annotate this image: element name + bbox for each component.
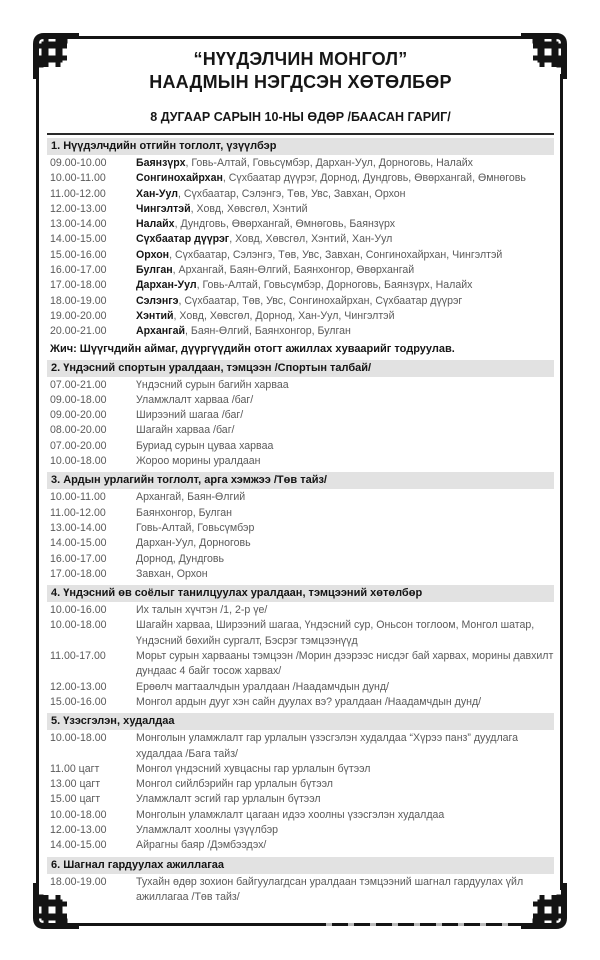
time-range: 16.00-17.00	[50, 264, 107, 277]
time-range: 07.00-20.00	[50, 439, 107, 452]
section-rows	[47, 155, 554, 357]
event-description: Хэнтий, Ховд, Хөвсгөл, Дорнод, Хан-Уул, Чингэлтэй	[136, 309, 395, 322]
schedule-section	[47, 857, 554, 906]
section-rows	[47, 602, 554, 710]
time-range: 10.00-18.00	[50, 619, 107, 632]
time-range: 18.00-19.00	[50, 875, 107, 888]
schedule-row	[47, 762, 554, 777]
district-name: Налайх	[136, 218, 175, 231]
event-description: Хан-Уул, Сүхбаатар, Сэлэнгэ, Төв, Увс, Завхан, Орхон	[136, 187, 406, 200]
time-range: 16.00-17.00	[50, 552, 107, 565]
event-description: Архангай, Баян-Өлгий, Баянхонгор, Булган	[136, 325, 351, 338]
time-range: 20.00-21.00	[50, 325, 107, 338]
time-range: 12.00-13.00	[50, 823, 107, 836]
section-rows	[47, 730, 554, 853]
frame-border-left	[36, 74, 39, 890]
time-range: 07.00-21.00	[50, 378, 107, 391]
time-range: 14.00-15.00	[50, 839, 107, 852]
district-name: Дархан-Уул	[136, 279, 197, 292]
event-description: Шагайн харваа, Ширээний шагаа, Үндэсний сур, Оньсон тоглоом, Монгол шатар, Үндэсний бөхийн сургалт, Бэсрэг тэмцээнүүд	[136, 619, 535, 647]
time-range: 15.00-16.00	[50, 248, 107, 261]
time-range: 10.00-11.00	[50, 172, 106, 185]
time-range: 17.00-18.00	[50, 279, 107, 292]
schedule-row	[47, 454, 554, 469]
district-name: Сэлэнгэ	[136, 294, 179, 307]
program-content	[47, 48, 554, 905]
schedule-row	[47, 187, 554, 202]
time-range: 12.00-13.00	[50, 680, 107, 693]
event-description: Монгол үндэсний хувцасны гар урлалын бүтээл	[136, 762, 371, 775]
schedule-row	[47, 263, 554, 278]
event-description: Жороо морины уралдаан	[136, 455, 261, 468]
event-description: Монгол ардын дууг хэн сайн дуулах вэ? уралдаан /Наадамчдын дунд/	[136, 695, 482, 708]
schedule-row	[47, 378, 554, 393]
schedule-row	[47, 423, 554, 438]
time-range: 09.00-10.00	[50, 157, 107, 169]
event-description: Их талын хүчтэн /1, 2-р үе/	[136, 604, 268, 617]
event-description: Завхан, Орхон	[136, 567, 208, 580]
date-heading: 8 ДУГААР САРЫН 10-НЫ ӨДӨР /БААСАН ГАРИГ/	[47, 110, 554, 135]
schedule-row	[47, 823, 554, 838]
frame-border-right	[560, 74, 563, 890]
event-description: Буриад сурын цуваа харваа	[136, 439, 274, 452]
schedule-row	[47, 808, 554, 823]
section-rows	[47, 874, 554, 906]
event-description: Ширээний шагаа /баг/	[136, 409, 244, 422]
title-line-1: “НҮҮДЭЛЧИН МОНГОЛ”	[193, 49, 408, 69]
time-range: 10.00-11.00	[50, 491, 106, 504]
event-description: Сонгинохайрхан, Сүхбаатар дүүрэг, Дорнод, Дундговь, Өвөрхангай, Өмнөговь	[136, 172, 526, 185]
section-header: 2. Үндэсний спортын уралдаан, тэмцээн /Спортын талбай/	[47, 360, 554, 377]
schedule-row	[47, 439, 554, 454]
schedule-row	[47, 217, 554, 232]
section-header: 3. Ардын урлагийн тоглолт, арга хэмжээ /Төв тайз/	[47, 472, 554, 489]
frame-border-bottom-dashed	[310, 923, 526, 926]
event-description: Чингэлтэй, Ховд, Хөвсгөл, Хэнтий	[136, 202, 308, 215]
time-range: 08.00-20.00	[50, 424, 107, 437]
section-header: 5. Үзэсгэлэн, худалдаа	[47, 713, 554, 730]
time-range: 13.00-14.00	[50, 521, 107, 534]
event-description: Булган, Архангай, Баян-Өлгий, Баянхонгор, Өвөрхангай	[136, 264, 415, 277]
time-range: 19.00-20.00	[50, 309, 107, 322]
event-description: Монгол сийлбэрийн гар урлалын бүтээл	[136, 778, 333, 791]
schedule-row	[47, 278, 554, 293]
district-name: Булган	[136, 264, 173, 277]
schedule-row	[47, 536, 554, 551]
schedule-row	[47, 875, 554, 906]
schedule-section	[47, 472, 554, 582]
time-range: 18.00-19.00	[50, 294, 107, 307]
schedule-row	[47, 521, 554, 536]
event-description: Уламжлалт хоолны үзүүлбэр	[136, 823, 279, 836]
schedule-row	[47, 618, 554, 649]
schedule-row	[47, 393, 554, 408]
event-description: Налайх, Дундговь, Өвөрхангай, Өмнөговь, Баянзүрх	[136, 218, 396, 231]
section-rows	[47, 489, 554, 582]
district-name: Орхон	[136, 248, 170, 261]
page-title	[47, 48, 554, 94]
event-description: Говь-Алтай, Говьсүмбэр	[136, 521, 255, 534]
time-range: 10.00-18.00	[50, 732, 107, 745]
time-range: 12.00-13.00	[50, 202, 107, 215]
event-description: Сүхбаатар дүүрэг, Ховд, Хөвсгөл, Хэнтий, Хан-Уул	[136, 233, 393, 246]
schedule-row	[47, 649, 554, 680]
event-description: Сэлэнгэ, Сүхбаатар, Төв, Увс, Сонгинохайрхан, Сүхбаатар дүүрэг	[136, 294, 463, 307]
time-range: 15.00-16.00	[50, 695, 107, 708]
time-range: 10.00-16.00	[50, 604, 107, 617]
event-description: Монголын уламжлалт цагаан идээ хоолны үзэсгэлэн худалдаа	[136, 808, 445, 821]
event-description: Морьт сурын харвааны тэмцээн /Морин дээрээс нисдэг бай харвах, морины давхилт дундаас 4 байг тосож харвах/	[136, 650, 554, 678]
district-name: Сүхбаатар дүүрэг	[136, 233, 230, 246]
schedule-row	[47, 202, 554, 217]
schedule-row	[47, 552, 554, 567]
schedule-row	[47, 156, 554, 171]
section-rows	[47, 377, 554, 470]
time-range: 11.00-12.00	[50, 187, 106, 200]
schedule-row	[47, 294, 554, 309]
event-description: Дархан-Уул, Говь-Алтай, Говьсүмбэр, Дорноговь, Баянзүрх, Налайх	[136, 279, 473, 292]
event-description: Баянхонгор, Булган	[136, 506, 232, 519]
section-header: 4. Үндэсний өв соёлыг танилцуулах уралдаан, тэмцээний хөтөлбөр	[47, 585, 554, 602]
event-description: Дархан-Уул, Дорноговь	[136, 537, 251, 550]
event-description: Шагайн харваа /баг/	[136, 424, 235, 437]
schedule-row	[47, 731, 554, 762]
schedule-row	[47, 408, 554, 423]
schedule-row	[47, 232, 554, 247]
time-range: 10.00-18.00	[50, 455, 107, 468]
section-note: Жич: Шүүгчдийн аймаг, дүүргүүдийн отогт ажиллах хуваарийг тодруулав.	[50, 342, 455, 355]
title-line-2: НААДМЫН НЭГДСЭН ХӨТӨЛБӨР	[149, 72, 452, 92]
time-range: 11.00 цагт	[50, 762, 100, 775]
schedule-sections	[47, 138, 554, 905]
district-name: Архангай	[136, 325, 185, 338]
schedule-row	[47, 490, 554, 505]
schedule-row	[47, 567, 554, 582]
schedule-row	[47, 680, 554, 695]
frame-border-bottom	[74, 923, 310, 926]
schedule-section	[47, 713, 554, 853]
schedule-row	[47, 248, 554, 263]
time-range: 09.00-20.00	[50, 409, 107, 422]
time-range: 17.00-18.00	[50, 567, 107, 580]
district-name: Баянзүрх	[136, 157, 186, 169]
time-range: 11.00-17.00	[50, 650, 106, 663]
time-range: 14.00-15.00	[50, 537, 107, 550]
event-description: Айрагны баяр /Дэмбээдэх/	[136, 839, 267, 852]
schedule-section	[47, 138, 554, 357]
schedule-section	[47, 360, 554, 470]
schedule-section	[47, 585, 554, 710]
schedule-row	[47, 309, 554, 324]
time-range: 09.00-18.00	[50, 393, 107, 406]
event-description: Дорнод, Дундговь	[136, 552, 225, 565]
schedule-row	[47, 506, 554, 521]
event-description: Баянзүрх, Говь-Алтай, Говьсүмбэр, Дархан-Уул, Дорноговь, Налайх	[136, 157, 473, 169]
event-description: Ерөөлч магтаалчдын уралдаан /Наадамчдын дунд/	[136, 680, 389, 693]
time-range: 11.00-12.00	[50, 506, 106, 519]
time-range: 14.00-15.00	[50, 233, 107, 246]
event-description: Үндэсний сурын багийн харваа	[136, 378, 289, 391]
time-range: 13.00-14.00	[50, 218, 107, 231]
schedule-row	[47, 695, 554, 710]
time-range: 15.00 цагт	[50, 793, 101, 806]
schedule-row	[47, 792, 554, 807]
schedule-row	[47, 324, 554, 339]
schedule-row	[47, 171, 554, 186]
event-description: Архангай, Баян-Өлгий	[136, 491, 246, 504]
district-name: Сонгинохайрхан	[136, 172, 223, 185]
event-description: Монголын уламжлалт гар урлалын үзэсгэлэн худалдаа “Хүрээ панз” дуудлага худалдаа /Бага тайз/	[136, 732, 519, 760]
schedule-row	[47, 603, 554, 618]
time-range: 10.00-18.00	[50, 808, 107, 821]
event-description: Орхон, Сүхбаатар, Сэлэнгэ, Төв, Увс, Завхан, Сонгинохайрхан, Чингэлтэй	[136, 248, 503, 261]
frame-border-top	[74, 36, 526, 39]
district-name: Чингэлтэй	[136, 202, 191, 215]
event-description: Уламжлалт эсгий гар урлалын бүтээл	[136, 793, 321, 806]
time-range: 13.00 цагт	[50, 778, 101, 791]
district-name: Хан-Уул	[136, 187, 178, 200]
section-header: 1. Нүүдэлчдийн отгийн тоглолт, үзүүлбэр	[47, 138, 554, 155]
section-header: 6. Шагнал гардуулах ажиллагаа	[47, 857, 554, 874]
schedule-row	[47, 777, 554, 792]
schedule-row	[47, 838, 554, 853]
event-description: Уламжлалт харваа /баг/	[136, 393, 254, 406]
district-name: Хэнтий	[136, 309, 174, 322]
event-description: Тухайн өдөр зохион байгуулагдсан уралдаан тэмцээний шагнал гардуулах үйл ажиллагаа /Төв тайз/	[136, 875, 524, 903]
